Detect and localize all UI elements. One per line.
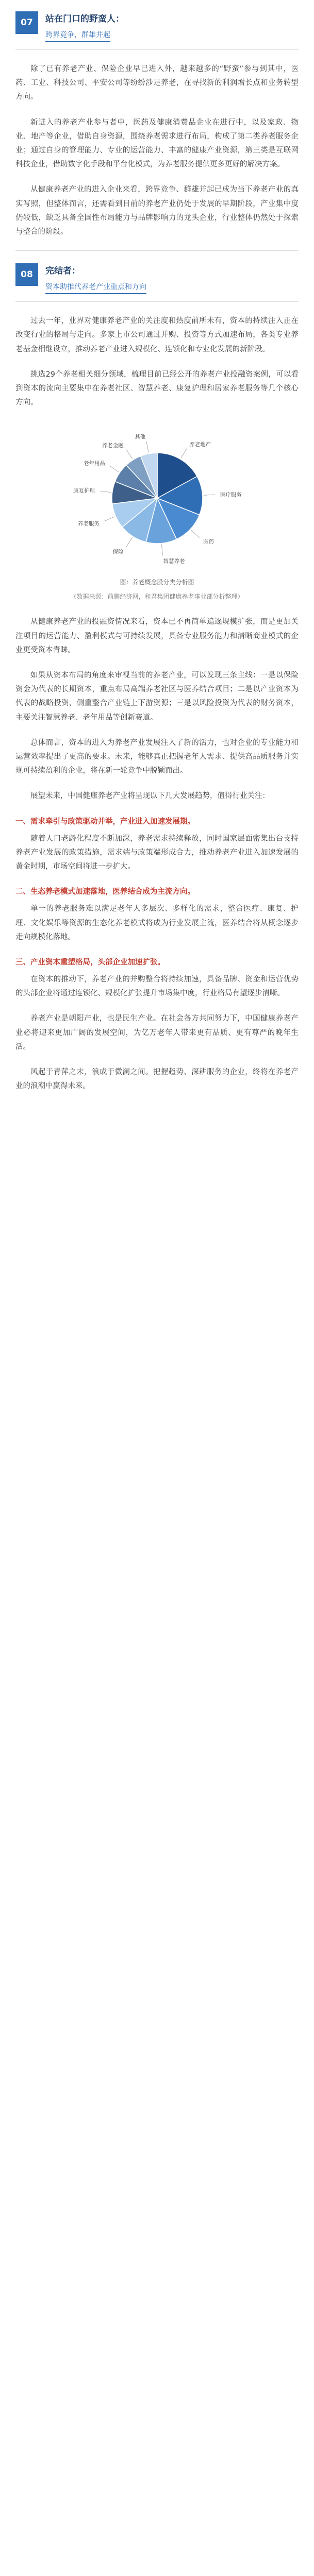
section-08-titles — [45, 262, 299, 294]
chart-caption: 图：养老概念股分类分析图 — [120, 579, 194, 586]
section-08-subtitle: 资本助推代养老产业重点和方向 — [45, 281, 146, 294]
divider — [15, 250, 299, 251]
pie-chart — [70, 421, 245, 575]
pie-slice-label: 老年用品 — [83, 460, 105, 467]
pie-slice-label: 医疗服务 — [220, 492, 242, 498]
pie-leader-line — [126, 450, 132, 460]
paragraph: 从健康养老产业的投融资情况来看，资本已不再简单追逐规模扩张，而是更加关注项目的运营能力、盈利模式与可持续发展，具备专业服务能力和清晰商业模式的企业更受资本青睐。 — [15, 618, 299, 654]
pie-leader-line — [109, 466, 119, 472]
section-07-subtitle: 跨界竞争，群雄并起 — [45, 29, 110, 42]
pie-leader-line — [191, 530, 199, 538]
section-07-titles — [45, 10, 299, 42]
section-08-badge: 08 — [15, 263, 38, 286]
paragraph: 总体而言，资本的进入为养老产业发展注入了新的活力，也对企业的专业能力和运营效率提出了更高的要求。未来，能够真正把握老年人需求、提供高品质服务并实现可持续盈利的企业，将在新一轮竞争中脱颖而出。 — [15, 738, 299, 775]
paragraph: 养老产业是朝阳产业，也是民生产业。在社会各方共同努力下，中国健康养老产业必将迎来更加广阔的发展空间，为亿万老年人带来更有品质、更有尊严的晚年生活。 — [15, 1014, 299, 1051]
trend-title: 一、需求牵引与政策驱动并举，产业进入加速发展期。 — [15, 817, 195, 826]
paragraph: 在资本的推动下，养老产业的并购整合将持续加速，具备品牌、资金和运营优势的头部企业将通过连锁化、规模化扩张提升市场集中度，行业格局有望逐步清晰。 — [15, 975, 299, 998]
paragraph: 随着人口老龄化程度不断加深，养老需求持续释放，同时国家层面密集出台支持养老产业发展的政策措施，需求端与政策端形成合力，推动养老产业进入加速发展的黄金时期，市场空间将进一步扩大。 — [15, 834, 299, 871]
pie-leader-line — [104, 517, 114, 521]
pie-slice-label: 养老地产 — [189, 442, 211, 448]
pie-slice-label: 养老金融 — [102, 443, 124, 449]
pie-slice-label: 康复护理 — [73, 488, 95, 495]
pie-slice-label: 其他 — [134, 434, 145, 440]
paragraph: 除了已有养老产业、保险企业早已进入外，越来越多的“野蛮”参与到其中，医药、工业、科技公司、平安公司等纷纷涉足养老，在寻找新的利润增长点和业务转型方向。 — [15, 65, 299, 101]
section-07-title: 站在门口的野蛮人： — [45, 14, 124, 24]
trend-title: 二、生态养老模式加速落地，医养结合成为主流方向。 — [15, 888, 195, 896]
article-body — [0, 0, 314, 1093]
pie-slice-label: 智慧养老 — [162, 558, 185, 565]
trend-title: 三、产业资本重塑格局，头部企业加速扩张。 — [15, 958, 165, 967]
pie-leader-line — [180, 449, 186, 459]
pie-chart-figure — [15, 421, 299, 586]
section-08-header — [15, 262, 299, 302]
paragraph: 过去一年，业界对健康养老产业的关注度和热度前所未有，资本的持续注入正在改变行业的格局与走向。多家上市公司通过并购、投资等方式加速布局，各类专业养老基金相继设立，推动养老产业进入规模化、连锁化和专业化发展的新阶段。 — [15, 317, 299, 353]
paragraph: 挑选29个养老相关细分领域，梳理目前已经公开的养老产业投融资案例，可以看到资本的流向主要集中在养老社区、智慧养老、康复护理和居家养老服务等几个核心方向。 — [15, 370, 299, 407]
paragraph: 单一的养老服务难以满足老年人多层次、多样化的需求，整合医疗、康复、护理、文化娱乐等资源的生态化养老模式将成为行业发展主流，医养结合将从概念逐步走向规模化落地。 — [15, 905, 299, 941]
pie-slice-label: 养老服务 — [77, 520, 100, 527]
pie-leader-line — [146, 442, 148, 453]
paragraph: 从健康养老产业的进入企业来看，跨界竞争、群雄并起已成为当下养老产业的真实写照，但整体而言，还需看到目前的养老产业仍处于发展的早期阶段，产业集中度仍较低，缺乏具备全国性布局能力与品牌影响力的龙头企业，行业整体仍然处于探索与整合的阶段。 — [15, 185, 299, 236]
paragraph: 风起于青萍之末，浪成于微澜之间。把握趋势、深耕服务的企业，终将在养老产业的浪潮中赢得未来。 — [15, 1067, 299, 1091]
chart-source-note: （数据来源：前瞻经济网，和君集团健康养老事业部分析整理） — [70, 593, 244, 601]
pie-leader-line — [100, 491, 111, 493]
pie-leader-line — [161, 545, 162, 556]
section-08-title: 完结者： — [45, 266, 80, 277]
pie-slice-label: 保险 — [112, 549, 124, 555]
paragraph: 如果从资本布局的角度来审视当前的养老产业，可以发现三条主线：一是以保险资金为代表的长期资本，重点布局高端养老社区与医养结合项目；二是以产业资本为代表的战略投资，侧重整合产业链上下游资源；三是以风险投资为代表的财务资本，主要关注智慧养老、老年用品等创新赛道。 — [15, 671, 299, 722]
paragraph: 展望未来，中国健康养老产业将呈现以下几大发展趋势，值得行业关注： — [30, 792, 270, 801]
paragraph: 新进入的养老产业参与者中，医药及健康消费品企业在进行中，以及家政、物业、地产等企业，借助自身资源，围绕养老需求进行布局，构成了第二类养老服务企业；通过自身的管理能力、专业的运营能力、丰富的健康产业资源，第三类是互联网科技企业，借助数字化手段和平台化模式，为养老服务提供更多更好的解决方案。 — [15, 118, 299, 169]
pie-leader-line — [126, 537, 132, 547]
pie-slice-label: 医药 — [203, 538, 214, 545]
section-07-badge: 07 — [15, 11, 38, 34]
section-07-header — [15, 10, 299, 50]
